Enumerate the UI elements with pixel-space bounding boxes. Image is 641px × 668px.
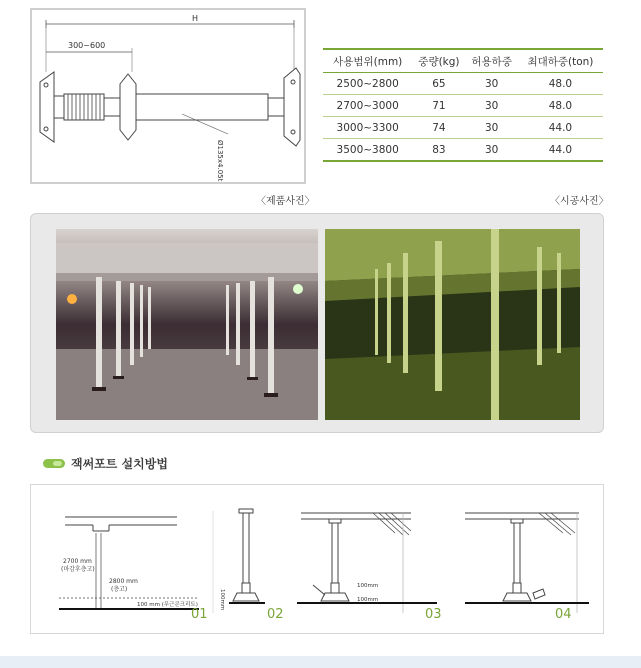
install-section-title: 잭써포트 설치방법 — [71, 457, 168, 471]
step3-label-b: 100mm — [357, 597, 379, 603]
col-header-allowable-load: 허용하중 — [466, 49, 518, 73]
table-row — [323, 73, 603, 95]
jack-support-drawing — [32, 10, 304, 182]
table-row — [323, 95, 603, 117]
step3-label-a: 100mm — [357, 583, 379, 589]
install-step-4 — [459, 503, 591, 622]
table-cell: 30 — [466, 117, 518, 139]
table-cell: 30 — [466, 95, 518, 117]
col-header-weight: 중량(kg) — [412, 49, 465, 73]
table-cell: 48.0 — [518, 73, 603, 95]
construction-photo-caption: 〈시공사진〉 — [550, 196, 609, 207]
photo-panel — [30, 213, 604, 433]
dimension-pipe: Ø135x4.05t — [216, 140, 224, 182]
step-number-4: 04 — [555, 607, 572, 622]
step1-label-finish-height-note: (마감후층고) — [61, 566, 95, 573]
col-header-max-load: 최대하중(ton) — [518, 49, 603, 73]
col-header-range: 사용범위(mm) — [323, 49, 412, 73]
table-cell: 3000~3300 — [323, 117, 412, 139]
construction-photo-1 — [56, 229, 318, 420]
step2-label: 100mm — [219, 589, 225, 611]
footer-strip — [0, 656, 641, 668]
table-row — [323, 139, 603, 162]
spec-table-header-row — [323, 49, 603, 73]
step1-label-floor-height: 2800 mm — [109, 578, 138, 585]
table-cell: 83 — [412, 139, 465, 162]
step-number-1: 01 — [191, 607, 208, 622]
step1-label-concrete: 100 mm (무근콘크리트) — [137, 602, 198, 608]
table-row — [323, 117, 603, 139]
construction-photo-2 — [325, 229, 587, 420]
table-cell: 3500~3800 — [323, 139, 412, 162]
step1-label-finish-height: 2700 mm — [63, 558, 92, 565]
table-cell: 30 — [466, 139, 518, 162]
table-cell: 71 — [412, 95, 465, 117]
table-cell: 44.0 — [518, 117, 603, 139]
step1-label-floor-height-note: (층고) — [111, 586, 128, 593]
table-cell: 48.0 — [518, 95, 603, 117]
install-step-1 — [53, 503, 208, 622]
step-number-2: 02 — [267, 607, 284, 622]
table-cell: 44.0 — [518, 139, 603, 162]
step-number-3: 03 — [425, 607, 442, 622]
install-step-2 — [209, 503, 284, 622]
spec-table — [323, 48, 603, 162]
table-cell: 65 — [412, 73, 465, 95]
product-photo-caption: 〈제품사진〉 — [256, 196, 315, 207]
table-cell: 2700~3000 — [323, 95, 412, 117]
table-cell: 30 — [466, 73, 518, 95]
table-cell: 2500~2800 — [323, 73, 412, 95]
dimension-range: 300~600 — [68, 41, 106, 50]
dimension-h: H — [192, 14, 199, 23]
product-drawing — [30, 8, 306, 184]
table-cell: 74 — [412, 117, 465, 139]
install-step-3 — [291, 503, 442, 622]
install-steps-box — [30, 484, 604, 634]
section-bullet-icon — [43, 459, 65, 468]
